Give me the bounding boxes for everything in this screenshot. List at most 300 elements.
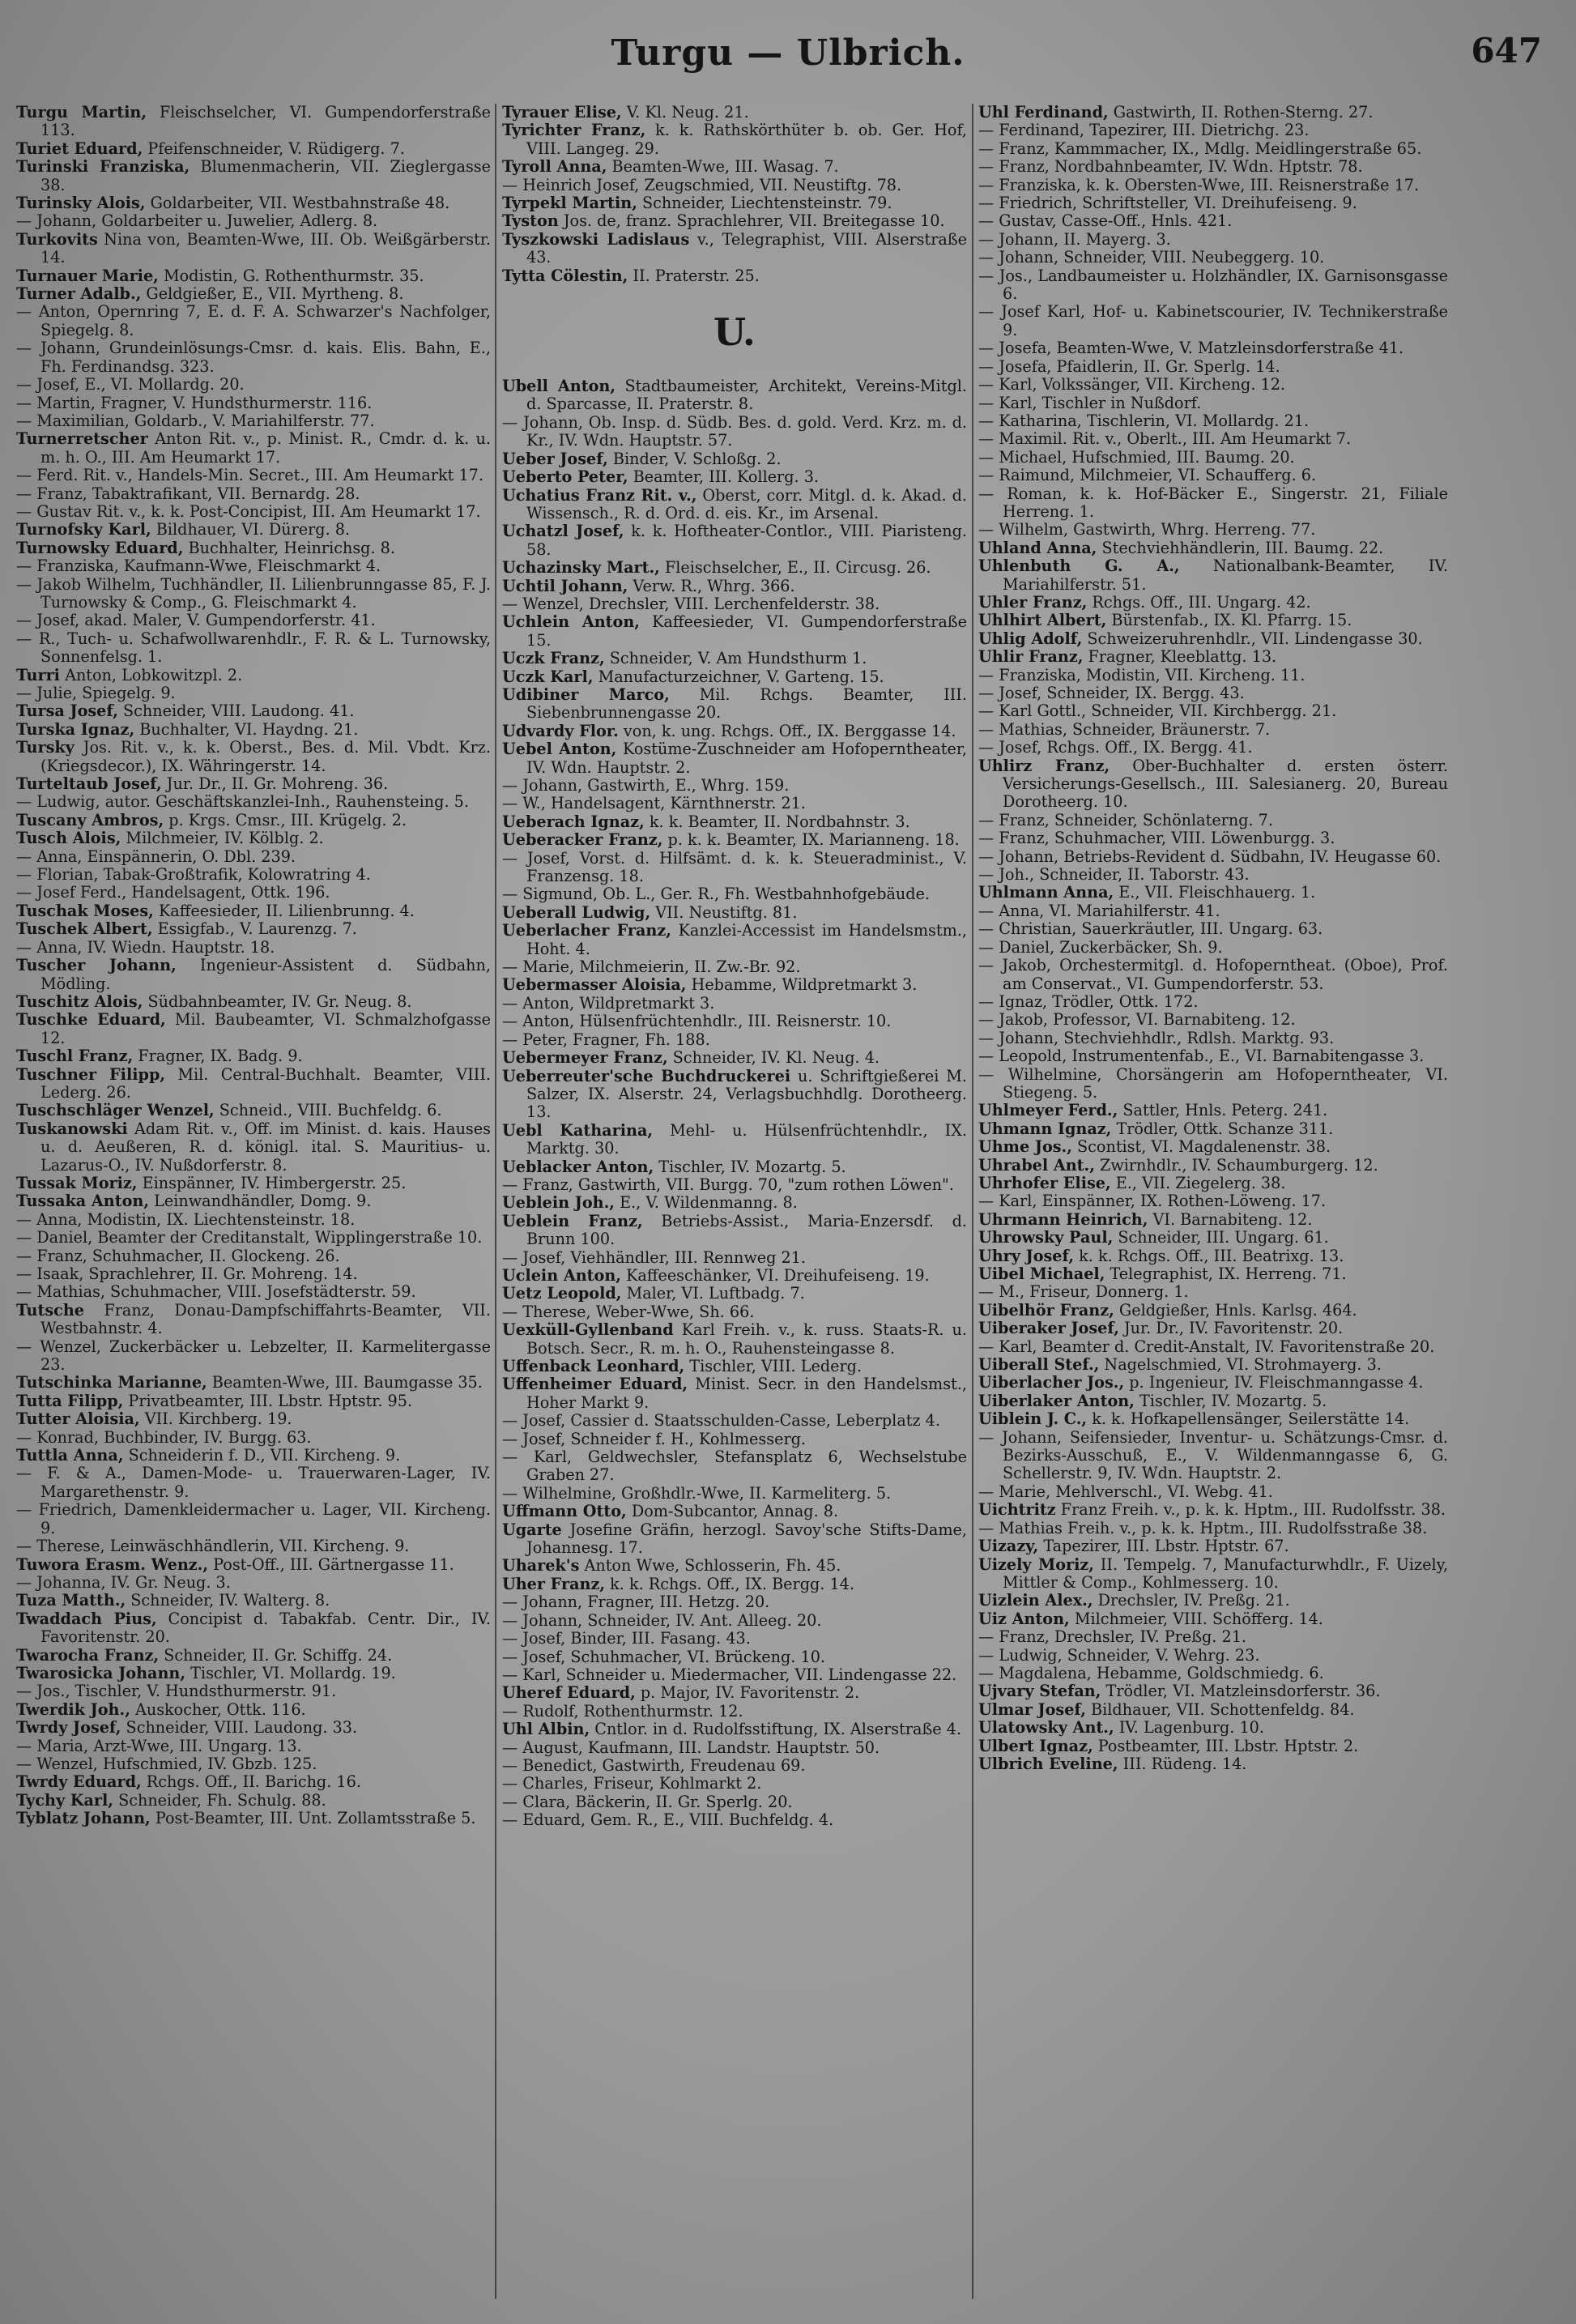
entry-details: — Ludwig, autor. Geschäftskanzlei-Inh., Rauhensteing. 5. [16, 792, 469, 812]
entry-name: Uchlein Anton, [502, 612, 640, 632]
directory-entry [16, 667, 491, 684]
entry-name: Tutschinka Marianne, [16, 1373, 207, 1392]
entry-name: Uizely Moriz, [978, 1554, 1094, 1574]
entry-name: Tuscher Johann, [16, 956, 177, 975]
directory-entry [16, 1229, 491, 1247]
entry-details: — Wenzel, Zuckerbäcker u. Lebzelter, II. Karmelitergasse 23. [16, 1337, 491, 1375]
page-title: Turgu — Ulbrich. [611, 32, 965, 74]
directory-entry [502, 650, 967, 667]
entry-name: Uchatius Franz Rit. v., [502, 485, 697, 505]
directory-entry [502, 158, 967, 176]
directory-entry [502, 1013, 967, 1030]
directory-entry [502, 1431, 967, 1448]
entry-details: Privatbeamter, III. Lbstr. Hptstr. 95. [123, 1391, 413, 1410]
entry-details: VII. Kirchberg. 19. [139, 1409, 292, 1429]
entry-details: — Wilhelmine, Großhdlr.-Wwe, II. Karmeliterg. 5. [502, 1483, 892, 1503]
entry-name: Tyszkowski Ladislaus [502, 229, 690, 249]
entry-details: Kaffeesieder, VI. Gumpendorferstraße 15. [526, 612, 967, 650]
directory-entry [502, 1503, 967, 1520]
directory-entry [16, 793, 491, 811]
entry-details: Bürstenfab., IX. Kl. Pfarrg. 15. [1106, 611, 1352, 630]
directory-entry [502, 267, 967, 285]
entry-details: — Charles, Friseur, Kohlmarkt 2. [502, 1774, 762, 1793]
entry-details: k. k. Rchgs. Off., III. Beatrixg. 13. [1074, 1246, 1344, 1265]
entry-name: Ueberto Peter, [502, 467, 628, 487]
entry-name: Uhrabel Ant., [978, 1155, 1095, 1175]
entry-details: — Josef, E., VI. Mollardg. 20. [16, 375, 245, 394]
entry-details: — Joh., Schneider, II. Taborstr. 43. [978, 865, 1250, 885]
entry-name: Uffmann Otto, [502, 1502, 627, 1521]
entry-name: Uiz Anton, [978, 1609, 1070, 1628]
directory-entry [978, 231, 1448, 249]
entry-details: — Johann, Goldarbeiter u. Juwelier, Adlerg. 8. [16, 211, 378, 231]
entry-name: Tuschke Eduard, [16, 1010, 166, 1030]
entry-details: — Martin, Fragner, V. Hundsthurmerstr. 116. [16, 393, 373, 412]
entry-name: Uhry Josef, [978, 1246, 1075, 1265]
entry-name: Tursa Josef, [16, 701, 118, 721]
directory-entry [978, 1192, 1448, 1210]
directory-entry [502, 1194, 967, 1212]
directory-entry [16, 1738, 491, 1755]
directory-entry [502, 976, 967, 994]
directory-entry [16, 394, 491, 412]
directory-entry [978, 1520, 1448, 1537]
directory-entry [16, 376, 491, 394]
entry-details: — Jakob Wilhelm, Tuchhändler, II. Lilienbrunngasse 85, F. J. Turnowsky & Comp., G. Fleischmarkt 4. [16, 574, 491, 612]
directory-entry [978, 467, 1448, 484]
entry-name: Turkovits [16, 229, 98, 249]
entry-name: Tutta Filipp, [16, 1391, 124, 1410]
directory-entry [16, 1175, 491, 1192]
directory-entry [978, 1302, 1448, 1320]
entry-details: — Florian, Tabak-Großtrafik, Kolowratring 4. [16, 865, 371, 885]
directory-entry [502, 1557, 967, 1575]
entry-details: Milchmeier, VIII. Schöfferg. 14. [1069, 1609, 1323, 1628]
directory-entry [978, 667, 1448, 684]
entry-name: Tuza Matth., [16, 1591, 126, 1610]
directory-entry [16, 485, 491, 503]
entry-name: Uebermeyer Franz, [502, 1048, 668, 1068]
entry-name: Uheref Eduard, [502, 1683, 636, 1703]
directory-entry [16, 920, 491, 938]
directory-entry [502, 1593, 967, 1611]
directory-entry [978, 1665, 1448, 1682]
entry-details: VI. Barnabiteng. 12. [1148, 1209, 1313, 1229]
entry-name: Ulatowsky Ant., [978, 1718, 1114, 1738]
entry-details: von, k. ung. Rchgs. Off., IX. Berggasse 14. [618, 721, 956, 740]
entry-details: — Anna, Einspännerin, O. Dbl. 239. [16, 846, 296, 866]
entry-details: Oberst, corr. Mitgl. d. k. Akad. d. Wissensch., R. d. Ord. d. eis. Kr., im Arsenal. [526, 485, 967, 522]
directory-entry [16, 1592, 491, 1610]
directory-entry [978, 1338, 1448, 1356]
directory-entry [16, 1682, 491, 1700]
entry-details: Schneider, II. Gr. Schiffg. 24. [159, 1645, 393, 1665]
entry-details: — Gustav Rit. v., k. k. Post-Concipist, III. Am Heumarkt 17. [16, 501, 481, 521]
column-3 [978, 104, 1448, 2303]
directory-entry [978, 1283, 1448, 1301]
directory-entry [978, 812, 1448, 829]
entry-details: Jos. de, franz. Sprachlehrer, VII. Breitegasse 10. [558, 211, 945, 231]
entry-details: Anton Rit. v., p. Minist. R., Cmdr. d. k. u. m. h. O., III. Am Heumarkt 17. [40, 429, 491, 467]
entry-name: Uffenback Leonhard, [502, 1357, 685, 1375]
directory-entry [978, 339, 1448, 357]
entry-details: Verw. R., Whrg. 366. [628, 576, 795, 595]
entry-details: — Konrad, Buchbinder, IV. Burgg. 63. [16, 1427, 312, 1447]
entry-details: — Franziska, k. k. Obersten-Wwe, III. Reisnerstraße 17. [978, 175, 1420, 194]
column-divider [495, 104, 496, 2299]
entry-details: Mil. Rchgs. Beamter, III. Siebenbrunnengasse 20. [526, 684, 967, 723]
entry-details: V. Kl. Neug. 21. [621, 104, 749, 122]
entry-details: Rchgs. Off., II. Barichg. 16. [141, 1772, 361, 1792]
directory-entry [16, 1665, 491, 1682]
entry-details: — Karl, Geldwechsler, Stefansplatz 6, Wechselstube Graben 27. [502, 1448, 967, 1485]
directory-entry [502, 1412, 967, 1430]
entry-details: — Magdalena, Hebamme, Goldschmiedg. 6. [978, 1663, 1324, 1682]
entry-name: Turinski Franziska, [16, 157, 190, 177]
entry-details: Fragner, IX. Badg. 9. [133, 1047, 303, 1066]
entry-name: Uher Franz, [502, 1574, 606, 1593]
directory-entry [978, 539, 1448, 557]
entry-details: — Josef, Cassier d. Staatsschulden-Casse, Leberplatz 4. [502, 1411, 940, 1431]
directory-entry [978, 412, 1448, 430]
entry-name: Uclein Anton, [502, 1265, 621, 1285]
entry-name: Ueberall Ludwig, [502, 902, 651, 922]
entry-details: Geldgießer, E., VII. Myrtheng. 8. [141, 284, 404, 304]
entry-details: Goldarbeiter, VII. Westbahnstraße 48. [145, 194, 450, 213]
directory-entry [978, 612, 1448, 629]
entry-name: Uizlein Alex., [978, 1591, 1093, 1610]
entry-details: II. Praterstr. 25. [628, 266, 760, 285]
entry-name: Uhme Jos., [978, 1137, 1072, 1157]
directory-entry [16, 521, 491, 539]
directory-entry [978, 630, 1448, 648]
entry-details: Karl Freih. v., k. russ. Staats-R. u. Botsch. Secr., R. m. h. O., Rauhensteingasse 8. [526, 1320, 967, 1358]
entry-name: Tutsche [16, 1300, 84, 1320]
entry-details: II. Tempelg. 7, Manufacturwhdlr., F. Uizely, Mittler & Comp., Kohlmesserg. 10. [1003, 1554, 1448, 1592]
entry-name: Uchatzl Josef, [502, 522, 624, 541]
entry-details: k. k. Rchgs. Off., IX. Bergg. 14. [605, 1574, 854, 1593]
entry-details: Jos. Rit. v., k. k. Oberst., Bes. d. Mil. Vbdt. Krz. (Kriegsdecor.), IX. Währingerstr. 14. [40, 738, 491, 775]
directory-entry [978, 267, 1448, 304]
directory-entry [16, 285, 491, 303]
directory-entry [16, 303, 491, 339]
entry-details: — Anton, Opernring 7, E. d. F. A. Schwarzer's Nachfolger, Spiegelg. 8. [16, 302, 491, 339]
directory-entry [16, 1792, 491, 1810]
entry-details: — Wenzel, Hufschmied, IV. Gbzb. 125. [16, 1754, 317, 1773]
directory-entry [16, 957, 491, 993]
entry-details: Blumenmacherin, VII. Zieglergasse 38. [40, 157, 491, 194]
entry-name: Turner Adalb., [16, 284, 142, 304]
directory-entry [502, 1775, 967, 1793]
entry-details: — Mathias, Schuhmacher, VIII. Josefstädterstr. 59. [16, 1282, 416, 1302]
directory-entry [502, 1576, 967, 1593]
directory-entry [978, 1647, 1448, 1665]
directory-entry [502, 686, 967, 723]
entry-details: Concipist d. Tabakfab. Centr. Dir., IV. Favoritenstr. 20. [40, 1609, 491, 1647]
entry-details: — Josef, Vorst. d. Hilfsämt. d. k. k. Steueradminist., V. Franzensg. 18. [502, 848, 967, 886]
entry-details: — Daniel, Zuckerbäcker, Sh. 9. [978, 937, 1223, 957]
directory-entry [978, 594, 1448, 612]
entry-details: E., V. Wildenmanng. 8. [614, 1193, 798, 1213]
directory-entry [978, 684, 1448, 702]
entry-details: — Franz, Drechsler, IV. Preßg. 21. [978, 1627, 1247, 1647]
entry-details: Jur. Dr., IV. Favoritenstr. 20. [1118, 1319, 1344, 1338]
entry-name: Tussaka Anton, [16, 1192, 150, 1211]
entry-details: Maler, VI. Luftbadg. 7. [621, 1284, 805, 1303]
directory-entry [978, 1247, 1448, 1265]
entry-name: Uhrowsky Paul, [978, 1228, 1114, 1247]
entry-details: Fleischselcher, E., II. Circusg. 26. [659, 558, 931, 578]
entry-details: Auskocher, Ottk. 116. [130, 1699, 306, 1719]
entry-details: Tapezirer, III. Lbstr. Hptstr. 67. [1038, 1537, 1289, 1556]
entry-details: — Ferdinand, Tapezirer, III. Dietrichg. 23. [978, 121, 1310, 140]
entry-name: Ulmar Josef, [978, 1699, 1086, 1719]
entry-details: — Anna, Modistin, IX. Liechtensteinstr. 18. [16, 1209, 356, 1229]
directory-entry [502, 613, 967, 650]
directory-entry [502, 1068, 967, 1122]
entry-details: Sattler, Hnls. Peterg. 241. [1118, 1101, 1328, 1120]
directory-entry [502, 1321, 967, 1358]
entry-name: Tyrpekl Martin, [502, 194, 637, 213]
directory-entry [978, 449, 1448, 467]
entry-name: Uffenheimer Eduard, [502, 1375, 688, 1394]
entry-details: — Karl, Volkssänger, VII. Kircheng. 12. [978, 375, 1286, 394]
entry-details: Mil. Baubeamter, VI. Schmalzhofgasse 12. [40, 1010, 491, 1047]
entry-details: — Sigmund, Ob. L., Ger. R., Fh. Westbahnhofgebäude. [502, 885, 931, 904]
entry-details: — Mathias, Schneider, Bräunerstr. 7. [978, 719, 1271, 739]
directory-entry [16, 1447, 491, 1465]
entry-details: — Franz, Nordbahnbeamter, IV. Wdn. Hptstr. 78. [978, 157, 1363, 177]
column-2 [502, 104, 967, 2303]
entry-details: III. Rüdeng. 14. [1118, 1754, 1247, 1773]
entry-name: Uebl Katharina, [502, 1120, 654, 1140]
entry-details: Franz Freih. v., p. k. k. Hptm., III. Rudolfsstr. 38. [1055, 1500, 1446, 1520]
entry-details: — Josef, Schneider f. H., Kohlmesserg. [502, 1429, 807, 1448]
entry-name: Uetz Leopold, [502, 1284, 622, 1303]
directory-entry [16, 884, 491, 902]
directory-entry [502, 1213, 967, 1249]
directory-entry [16, 1537, 491, 1555]
directory-entry [502, 212, 967, 230]
entry-details: — Franz, Schuhmacher, VIII. Löwenburgg. 3. [978, 829, 1335, 848]
directory-entry [502, 1358, 967, 1375]
entry-name: Uhrhofer Elise, [978, 1173, 1111, 1192]
entry-details: — Friedrich, Damenkleidermacher u. Lager, VII. Kircheng. 9. [16, 1500, 491, 1537]
entry-details: Nagelschmied, VI. Strohmayerg. 3. [1099, 1355, 1382, 1375]
directory-entry [978, 1265, 1448, 1283]
entry-name: Tuschitz Alois, [16, 991, 143, 1011]
directory-entry [978, 1501, 1448, 1519]
directory-entry [502, 450, 967, 468]
column-1 [16, 104, 491, 2303]
entry-details: Post-Off., III. Gärtnergasse 11. [208, 1554, 454, 1574]
entry-details: — Ferd. Rit. v., Handels-Min. Secret., III. Am Heumarkt 17. [16, 466, 483, 485]
directory-entry [978, 140, 1448, 158]
directory-entry [502, 1521, 967, 1558]
section-letter-heading: U. [713, 310, 756, 355]
directory-entry [16, 1410, 491, 1428]
entry-details: — R., Tuch- u. Schafwollwarenhdlr., F. R. & L. Turnowsky, Sonnenfelsg. 1. [16, 629, 491, 667]
entry-details: — Johann, Fragner, III. Hetzg. 20. [502, 1593, 770, 1612]
directory-entry [502, 1793, 967, 1811]
entry-details: Adam Rit. v., Off. im Minist. d. kais. Hauses u. d. Aeußeren, R. d. königl. ital. S. Mauritius- u. Lazarus-O., IV. Nußdorferstr. 8. [40, 1119, 491, 1175]
entry-name: Uebermasser Aloisia, [502, 975, 687, 995]
entry-details: — Franziska, Modistin, VII. Kircheng. 11. [978, 665, 1306, 684]
entry-name: Uchtil Johann, [502, 576, 628, 595]
entry-name: Ueberach Ignaz, [502, 812, 645, 831]
directory-entry [16, 1610, 491, 1647]
entry-details: Bildhauer, VII. Schottenfeldg. 84. [1085, 1699, 1355, 1719]
entry-details: — Anton, Hülsenfrüchtenhdlr., III. Reisnerstr. 10. [502, 1012, 892, 1031]
directory-entry [502, 922, 967, 958]
entry-details: Mehl- u. Hülsenfrüchtenhdlr., IX. Marktg. 30. [526, 1120, 967, 1158]
directory-entry [502, 850, 967, 886]
entry-details: — Franz, Schuhmacher, II. Glockeng. 26. [16, 1246, 340, 1265]
entry-details: Schneider, IV. Walterg. 8. [126, 1591, 330, 1610]
entry-name: Uibelhör Franz, [978, 1300, 1114, 1320]
directory-entry [978, 1356, 1448, 1374]
directory-entry [978, 521, 1448, 539]
entry-details: Fragner, Kleeblattg. 13. [1083, 647, 1277, 667]
directory-entry [16, 576, 491, 612]
directory-entry [978, 1157, 1448, 1175]
directory-entry [16, 1283, 491, 1301]
directory-entry [16, 993, 491, 1011]
entry-details: — Anna, IV. Wiedn. Hauptstr. 18. [16, 937, 275, 957]
directory-entry [502, 1303, 967, 1321]
directory-entry [978, 1429, 1448, 1483]
directory-entry [16, 140, 491, 158]
directory-entry [502, 377, 967, 414]
entry-details: Mil. Central-Buchhalt. Beamter, VIII. Lederg. 26. [40, 1064, 491, 1102]
directory-entry [502, 559, 967, 577]
entry-name: Tuschek Albert, [16, 919, 153, 939]
directory-entry [16, 104, 491, 140]
entry-details: — Anton, Wildpretmarkt 3. [502, 993, 715, 1013]
entry-details: — Karl, Beamter d. Credit-Anstalt, IV. Favoritenstraße 20. [978, 1337, 1435, 1356]
entry-details: IV. Lagenburg. 10. [1114, 1718, 1264, 1738]
directory-entry [502, 740, 967, 777]
entry-details: — Peter, Fragner, Fh. 188. [502, 1030, 710, 1049]
entry-details: Ingenieur-Assistent d. Südbahn, Mödling. [40, 956, 491, 993]
entry-name: Turri [16, 665, 60, 684]
directory-entry [502, 468, 967, 486]
directory-entry [978, 1211, 1448, 1229]
directory-entry [16, 1773, 491, 1791]
directory-entry [16, 848, 491, 866]
entry-name: Twrdy Eduard, [16, 1772, 142, 1792]
entry-details: p. k. k. Beamter, IX. Marianneng. 18. [662, 830, 960, 850]
directory-entry [16, 1719, 491, 1737]
directory-entry [16, 939, 491, 957]
entry-name: Tuttla Anna, [16, 1446, 124, 1465]
directory-entry [16, 775, 491, 793]
entry-details: — Johann, Schneider, IV. Ant. Alleeg. 20. [502, 1610, 822, 1630]
directory-entry [16, 231, 491, 267]
entry-name: Uibel Michael, [978, 1264, 1105, 1283]
entry-details: — August, Kaufmann, III. Landstr. Hauptstr. 50. [502, 1738, 880, 1757]
directory-entry [16, 1501, 491, 1537]
directory-entry [978, 557, 1448, 594]
entry-details: — Julie, Spiegelg. 9. [16, 684, 176, 702]
directory-entry [502, 177, 967, 194]
entry-name: Tuschl Franz, [16, 1047, 134, 1066]
directory-entry [502, 1684, 967, 1702]
entry-details: p. Ingenieur, IV. Fleischmanngasse 4. [1124, 1373, 1424, 1392]
entry-details: — Marie, Milchmeierin, II. Zw.-Br. 92. [502, 957, 801, 977]
entry-name: Uczk Franz, [502, 649, 605, 668]
entry-details: — Maximilian, Goldarb., V. Mariahilferstr. 77. [16, 411, 375, 430]
directory-entry [978, 1374, 1448, 1392]
entry-name: Uiberlaker Anton, [978, 1391, 1135, 1410]
directory-entry [978, 485, 1448, 522]
directory-entry [978, 957, 1448, 993]
directory-entry [502, 723, 967, 740]
entry-name: Ulbert Ignaz, [978, 1736, 1093, 1755]
entry-name: Uhlmann Anna, [978, 883, 1114, 902]
directory-entry [502, 1648, 967, 1666]
directory-entry [16, 1047, 491, 1065]
entry-details: — Josef Ferd., Handelsagent, Ottk. 196. [16, 883, 330, 902]
entry-name: Uiberall Stef., [978, 1355, 1100, 1375]
entry-details: Kaffeesieder, II. Lilienbrunng. 4. [153, 901, 415, 920]
entry-details: Anton Wwe, Schlosserin, Fh. 45. [579, 1556, 841, 1576]
directory-entry [16, 1647, 491, 1665]
entry-details: — Christian, Sauerkräutler, III. Ungarg. 63. [978, 919, 1323, 939]
entry-name: Uhlhirt Albert, [978, 611, 1107, 630]
directory-entry [16, 1011, 491, 1047]
entry-details: — Maximil. Rit. v., Oberlt., III. Am Heumarkt 7. [978, 429, 1352, 449]
entry-details: — Johanna, IV. Gr. Neug. 3. [16, 1572, 231, 1592]
directory-entry [502, 194, 967, 212]
directory-entry [16, 702, 491, 720]
directory-entry [16, 267, 491, 285]
entry-details: E., VII. Ziegelerg. 38. [1110, 1173, 1286, 1192]
entry-details: — Ludwig, Schneider, V. Wehrg. 23. [978, 1645, 1260, 1665]
entry-details: Schneider, VIII. Laudong. 33. [121, 1718, 358, 1738]
entry-details: — Johann, Seifensieder, Inventur- u. Schätzungs-Cmsr. d. Bezirks-Ausschuß, E., V. Wildenmanngasse 6, G. Schellerstr. 9, IV. Wdn. Hauptstr. 2. [978, 1427, 1448, 1483]
entry-name: Uhlirz Franz, [978, 756, 1110, 775]
entry-details: — Wilhelm, Gastwirth, Whrg. Herreng. 77. [978, 520, 1316, 539]
entry-details: — Marie, Mehlverschl., VI. Webg. 41. [978, 1482, 1273, 1501]
directory-entry [502, 1448, 967, 1485]
entry-details: Jur. Dr., II. Gr. Mohreng. 36. [161, 774, 389, 794]
entry-name: Turteltaub Josef, [16, 774, 162, 794]
directory-entry [502, 1757, 967, 1775]
entry-details: k. k. Rathskörthüter b. ob. Ger. Hof, VIII. Langeg. 29. [526, 121, 967, 158]
entry-details: — Karl, Schneider u. Miedermacher, VII. Lindengasse 22. [502, 1665, 957, 1684]
entry-name: Tyston [502, 211, 559, 231]
directory-entry [978, 1682, 1448, 1700]
entry-details: — Daniel, Beamter der Creditanstalt, Wipplingerstraße 10. [16, 1228, 483, 1247]
entry-name: Twaddach Pius, [16, 1609, 157, 1628]
entry-details: Schneider, III. Ungarg. 61. [1113, 1228, 1329, 1247]
entry-details: k. k. Hofkapellensänger, Seilerstätte 14. [1087, 1409, 1410, 1429]
entry-details: — Josef, Binder, III. Fasang. 43. [502, 1629, 751, 1648]
directory-entry [16, 503, 491, 521]
entry-details: Schweizeruhrenhdlr., VII. Lindengasse 30. [1082, 629, 1423, 648]
entry-name: Uhlig Adolf, [978, 629, 1083, 648]
entry-details: — Therese, Weber-Wwe, Sh. 66. [502, 1302, 755, 1321]
directory-entry [978, 1030, 1448, 1047]
entry-details: Schneider, IV. Kl. Neug. 4. [667, 1048, 880, 1068]
directory-entry [502, 1122, 967, 1158]
directory-entry [502, 795, 967, 812]
entry-details: Tischler, VI. Mollardg. 19. [185, 1663, 396, 1682]
entry-name: Tuschschläger Wenzel, [16, 1101, 215, 1120]
directory-entry [502, 1612, 967, 1630]
directory-entry [978, 1719, 1448, 1737]
